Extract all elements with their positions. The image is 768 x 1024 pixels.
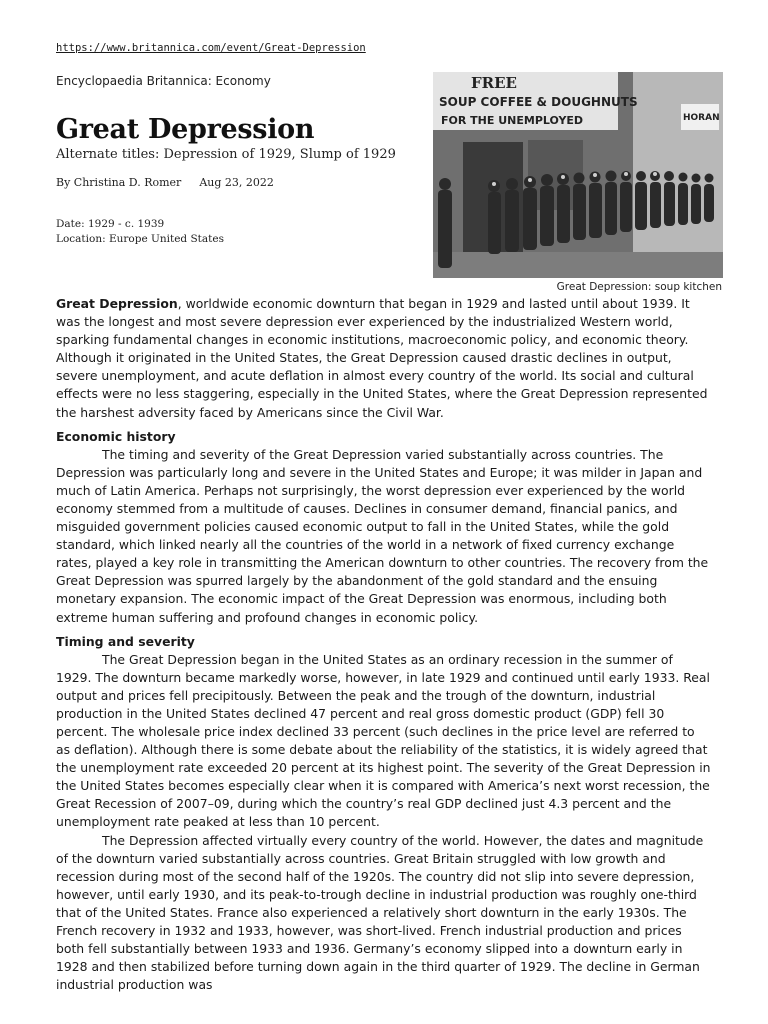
article-header [56,74,426,247]
fact-date: Date: 1929 - c. 1939 [56,218,165,230]
article-body [56,295,712,994]
photo-caption: Great Depression: soup kitchen [556,281,722,293]
sign-line-1: FREE [471,74,517,92]
soup-kitchen-photo [433,72,723,278]
byline [56,176,426,189]
paragraph: The Great Depression began in the United States as an ordinary recession in the summer of 1929. The downturn became markedly worse, however, in late 1929 and continued until early 1933. Real output and prices fell precipitously. Between the peak and the trough of the downturn, industrial production in the United States declined 47 percent and real gross domestic product (GDP) fell 30 percent. The wholesale price index declined 33 percent (such declines in the price level are referred to as deflation). Although there is some debate about the reliability of the statistics, it is widely agreed that the unemployment rate exceeded 20 percent at its highest point. The severity of the Great Depression in the United States becomes especially clear when it is compared with America’s next worst recession, the Great Recession of 2007–09, during which the country’s real GDP declined just 4.3 percent and the unemployment rate peaked at less than 10 percent. [56,651,711,830]
kicker: Encyclopaedia Britannica: Economy [56,74,271,88]
intro-text: , worldwide economic downturn that began in 1929 and lasted until about 1939. It was the longest and most severe depression ever experienced by the industrialized Western world, sparking fundamental changes in economic institutions, macroeconomic policy, and economic theory. Although it originated in the United States, the Great Depression caused drastic declines in output, severe unemployment, and acute deflation in almost every country of the world. Its social and cultural effects were no less staggering, especially in the United States, where the Great Depression represented the harshest adversity faced by Americans since the Civil War. [56,296,708,420]
paragraph: The Depression affected virtually every country of the world. However, the dates and magnitude of the downturn varied substantially across countries. Great Britain struggled with low growth and recession during most of the second half of the 1920s. The country did not slip into severe depression, however, until early 1930, and its peak-to-trough decline in industrial production was roughly one-third that of the United States. France also experienced a relatively short downturn in the early 1930s. The French recovery in 1932 and 1933, however, was short-lived. French industrial production and prices both fell substantially between 1933 and 1936. Germany’s economy slipped into a downturn early in 1928 and then stabilized before turning down again in the third quarter of 1929. The decline in German industrial production was [56,832,704,993]
photo-illustration [433,72,723,278]
intro-paragraph [56,295,712,422]
sign-line-2: SOUP COFFEE & DOUGHNUTS [439,95,638,109]
intro-lead: Great Depression [56,296,178,311]
page-title: Great Depression [56,114,315,145]
section-heading-timing-and-severity: Timing and severity [56,633,195,649]
side-sign: HORAN [683,113,720,123]
alternate-titles: Alternate titles: Depression of 1929, Slump of 1929 [56,147,396,162]
source-url-link[interactable]: https://www.britannica.com/event/Great-Depression [56,42,366,54]
fact-location: Location: Europe United States [56,233,224,245]
author: By Christina D. Romer [56,176,182,189]
publish-date: Aug 23, 2022 [199,176,274,189]
sign-line-3: FOR THE UNEMPLOYED [441,114,584,127]
quick-facts [56,217,426,247]
section-heading-economic-history: Economic history [56,428,176,444]
paragraph: The timing and severity of the Great Depression varied substantially across countries. The Depression was particularly long and severe in the United States and Europe; it was milder in Japan and much of Latin America. Perhaps not surprisingly, the worst depression ever experienced by the world economy stemmed from a multitude of causes. Declines in consumer demand, financial panics, and misguided government policies caused economic output to fall in the United States, while the gold standard, which linked nearly all the countries of the world in a network of fixed currency exchange rates, played a key role in transmitting the American downturn to other countries. The recovery from the Great Depression was spurred largely by the abandonment of the gold standard and the ensuing monetary expansion. The economic impact of the Great Depression was enormous, including both extreme human suffering and profound changes in economic policy. [56,446,709,625]
